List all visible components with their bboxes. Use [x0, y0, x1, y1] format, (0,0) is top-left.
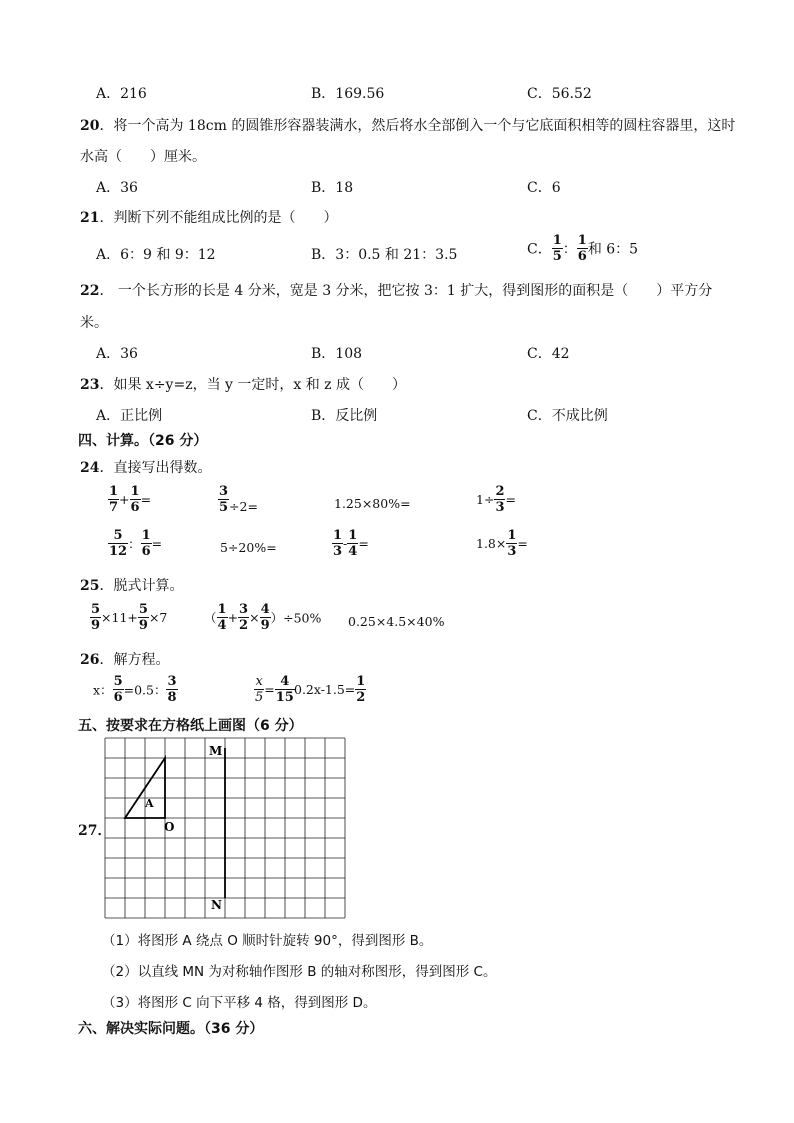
- q25-text: ．脱式计算。: [99, 578, 184, 594]
- fraction: $\frac{1}{4}$: [348, 528, 358, 559]
- fraction: $\frac{1}{3}$: [333, 528, 343, 559]
- q26-text: ．解方程。: [99, 652, 170, 668]
- q20-option-a: A．36: [96, 180, 138, 196]
- q22-number: 22: [80, 283, 100, 299]
- q27-step-2: （2）以直线 MN 为对称轴作图形 B 的轴对称图形，得到图形 C。: [102, 964, 497, 980]
- fraction: $\frac{1}{6}$: [577, 233, 587, 264]
- label-o: O: [164, 820, 175, 834]
- q24-expr-8: 1.8× $\frac{1}{3}$ =: [476, 528, 528, 559]
- fraction: $\frac{x}{5}$: [255, 674, 264, 705]
- q26-equation-3: 0.2x-1.5= $\frac{1}{2}$: [294, 674, 366, 705]
- fraction: $\frac{1}{5}$: [552, 233, 562, 264]
- q27-number: 27．: [78, 823, 112, 839]
- q21-option-a: A．6：9 和 9：12: [96, 247, 216, 263]
- q20-option-c: C．6: [527, 180, 561, 196]
- q23-text: ．如果 x÷y=z，当 y 一定时，x 和 z 成（ ）: [99, 377, 407, 393]
- q24-expr-6: 5÷20%=: [220, 540, 277, 555]
- q23-number: 23: [80, 377, 100, 393]
- q26-stem: [80, 649, 169, 669]
- label-m: M: [209, 744, 223, 758]
- fraction: $\frac{5}{9}$: [91, 602, 101, 633]
- fraction: $\frac{1}{7}$: [109, 484, 119, 515]
- section-5-title: 五、按要求在方格纸上画图（6 分）: [78, 718, 303, 734]
- grid-paper: [105, 738, 345, 918]
- section-6-title: 六、解决实际问题。（36 分）: [78, 1021, 264, 1037]
- q22-text: ． 一个长方形的长是 4 分米，宽是 3 分米，把它按 3：1 扩大，得到图形的面积是（ ）平方分: [99, 283, 713, 299]
- q22-stem-line2: 米。: [80, 315, 108, 331]
- q24-stem: [80, 457, 211, 477]
- q24-expr-1: $\frac{1}{7}$ + $\frac{1}{6}$ =: [109, 484, 152, 515]
- q27-step-3: （3）将图形 C 向下平移 4 格，得到图形 D。: [102, 995, 377, 1011]
- fraction: $\frac{1}{2}$: [356, 674, 366, 705]
- q27-step-1: （1）将图形 A 绕点 O 顺时针旋转 90°，得到图形 B。: [102, 933, 433, 949]
- q24-expr-4: 1÷ $\frac{2}{3}$ =: [476, 484, 516, 515]
- fraction: $\frac{2}{3}$: [495, 484, 505, 515]
- fraction: $\frac{1}{4}$: [217, 602, 227, 633]
- fraction: $\frac{1}{3}$: [507, 528, 517, 559]
- q26-equation-1: x： $\frac{5}{6}$ =0.5： $\frac{3}{8}$: [93, 674, 177, 705]
- q26-number: 26: [80, 652, 100, 668]
- ratio-sign: ：: [562, 241, 577, 258]
- q21-option-b: B．3：0.5 和 21：3.5: [311, 247, 458, 263]
- q19-option-a: A．216: [96, 86, 147, 102]
- q24-text: ．直接写出得数。: [99, 460, 212, 476]
- q25-stem: [80, 575, 183, 595]
- q20-stem-line2: 水高（ ）厘米。: [80, 149, 206, 165]
- fraction: $\frac{3}{8}$: [167, 674, 177, 705]
- q20-text: ．将一个高为 18cm 的圆锥形容器装满水，然后将水全部倒入一个与它底面积相等的圆柱容器里，这时: [99, 118, 736, 134]
- q23-stem: [80, 374, 406, 394]
- fraction: $\frac{5}{12}$: [109, 528, 128, 559]
- q21-option-c-tail: 和 6：5: [587, 241, 639, 258]
- q20-number: 20: [80, 118, 100, 134]
- fraction: $\frac{5}{6}$: [113, 674, 123, 705]
- fraction: $\frac{3}{5}$: [219, 484, 229, 515]
- q20-stem-line1: [80, 115, 735, 135]
- q25-number: 25: [80, 578, 100, 594]
- fraction: $\frac{3}{2}$: [239, 602, 249, 633]
- q22-option-c: C．42: [527, 346, 570, 362]
- q26-equation-2: $\frac{x}{5}$ = $\frac{4}{15}$: [255, 674, 294, 705]
- fraction: $\frac{4}{15}$: [275, 674, 294, 705]
- section-4-title: 四、计算。（26 分）: [78, 433, 208, 449]
- label-n: N: [211, 898, 222, 912]
- q19-option-c: C．56.52: [527, 86, 592, 102]
- q25-expr-2: （ $\frac{1}{4}$ + $\frac{3}{2}$ × $\frac{4}{9}$ ）÷50%: [204, 602, 322, 633]
- fraction: $\frac{5}{9}$: [138, 602, 148, 633]
- q21-stem: [80, 207, 337, 227]
- q24-expr-2: $\frac{3}{5}$ ÷2=: [219, 484, 258, 515]
- q23-option-c: C．不成比例: [527, 408, 608, 424]
- q24-expr-5: $\frac{5}{12}$ ： $\frac{1}{6}$ =: [109, 528, 163, 559]
- q25-expr-1: $\frac{5}{9}$ ×11+ $\frac{5}{9}$ ×7: [91, 602, 168, 633]
- q24-expr-3: 1.25×80%=: [334, 496, 411, 511]
- q25-expr-3: 0.25×4.5×40%: [348, 614, 445, 629]
- q22-stem-line1: [80, 280, 712, 300]
- fraction: $\frac{1}{6}$: [130, 484, 140, 515]
- q21-number: 21: [80, 210, 100, 226]
- q22-option-a: A．36: [96, 346, 138, 362]
- q23-option-a: A．正比例: [96, 408, 163, 424]
- q21-option-c: [527, 234, 638, 263]
- fraction: $\frac{1}{6}$: [141, 528, 151, 559]
- q23-option-b: B．反比例: [311, 408, 378, 424]
- q20-option-b: B．18: [311, 180, 354, 196]
- q21-text: ．判断下列不能组成比例的是（ ）: [99, 210, 338, 226]
- q24-expr-7: $\frac{1}{3}$ - $\frac{1}{4}$ =: [333, 528, 369, 559]
- q21-option-c-label: C．: [527, 241, 552, 258]
- q24-number: 24: [80, 460, 100, 476]
- label-a: A: [145, 797, 154, 810]
- q22-option-b: B．108: [311, 346, 363, 362]
- grid-svg: [105, 738, 345, 918]
- fraction: $\frac{4}{9}$: [260, 602, 270, 633]
- q19-option-b: B．169.56: [311, 86, 385, 102]
